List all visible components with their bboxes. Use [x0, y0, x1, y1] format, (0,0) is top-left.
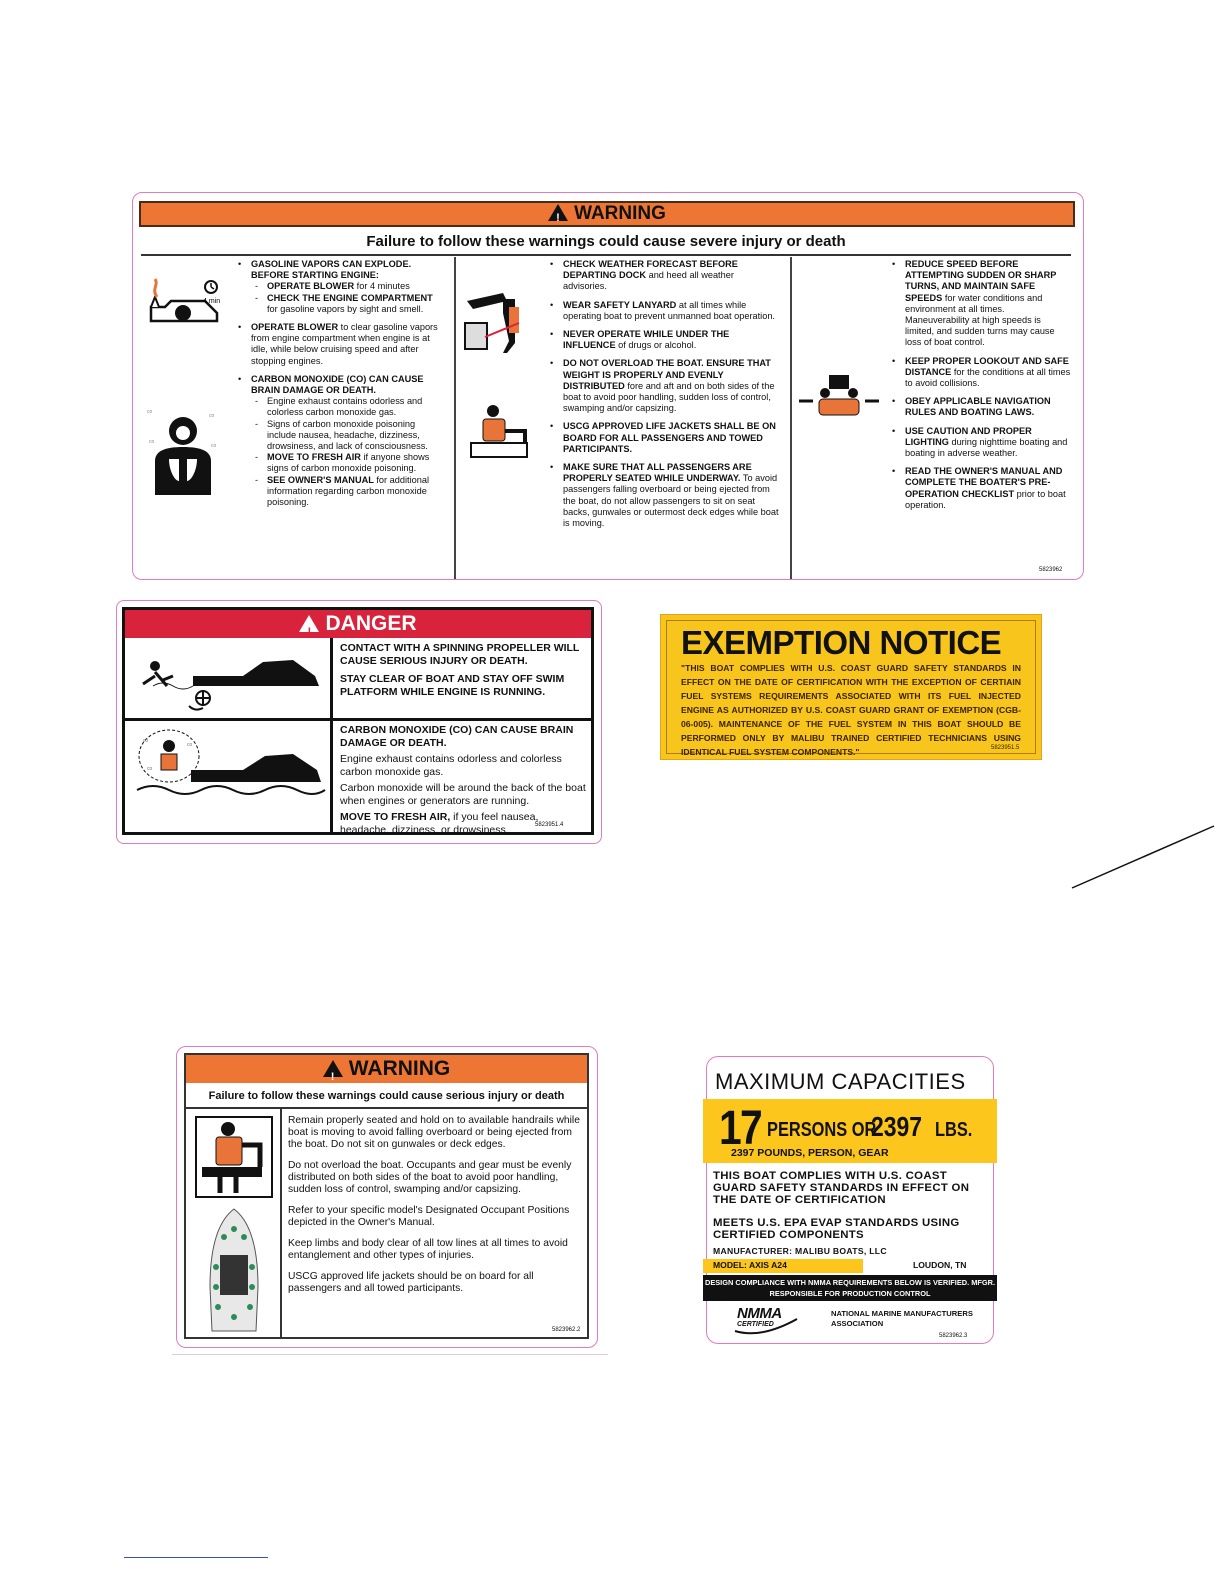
seated-life-jacket-icon — [194, 1115, 274, 1199]
exemption-title: EXEMPTION NOTICE — [681, 624, 1002, 661]
svg-text:co: co — [143, 738, 149, 744]
svg-text:co: co — [147, 409, 153, 415]
part-number: 5823951.5 — [991, 745, 1020, 751]
manufacturer-text: MANUFACTURER: MALIBU BOATS, LLC — [713, 1246, 887, 1256]
warning-column-1 — [237, 259, 445, 515]
persons-label: PERSONS OR — [767, 1119, 877, 1141]
list-item: • KEEP PROPER LOOKOUT AND SAFE DISTANCE for the conditions at all times to avoid collisions. — [905, 356, 1071, 390]
epa-compliance-text: MEETS U.S. EPA EVAP STANDARDS USING CERTIFIED COMPONENTS — [713, 1217, 960, 1241]
svg-text:co: co — [187, 742, 193, 748]
warning-subtitle: Failure to follow these warnings could cause severe injury or death — [141, 233, 1071, 256]
capacity-title: MAXIMUM CAPACITIES — [715, 1069, 966, 1094]
part-number: 5823962 — [1039, 567, 1063, 573]
certified-text: CERTIFIED — [737, 1321, 774, 1328]
danger-banner — [125, 610, 591, 638]
lanyard-driver-icon — [463, 293, 529, 355]
nmma-certified-swoosh-icon — [731, 1305, 801, 1337]
co-warning-text: CARBON MONOXIDE (CO) CAN CAUSE BRAIN DAMAGE OR DEATH. Engine exhaust contains odorless and colorless carbon monoxide gas. Carbon monoxide will be around the back of the boat when engines or generators are running. MOVE TO FRESH AIR, if you feel nausea, headache, dizziness, or drowsiness. — [340, 724, 586, 836]
footer-rule — [124, 1557, 268, 1558]
part-number: 5823951.4 — [535, 822, 564, 828]
caution-triangle-icon: ! — [323, 1060, 343, 1077]
location-text: LOUDON, TN — [913, 1260, 967, 1270]
persons-count: 17 — [719, 1102, 761, 1155]
seating-warning-frame — [184, 1053, 589, 1339]
warning-column-3 — [891, 259, 1071, 518]
part-number: 5823962.3 — [939, 1333, 968, 1339]
list-item: • CHECK WEATHER FORECAST BEFORE DEPARTING DOCK and heed all weather advisories. — [563, 259, 779, 293]
list-item: • NEVER OPERATE WHILE UNDER THE INFLUENCE of drugs or alcohol. — [563, 329, 779, 351]
danger-label — [116, 600, 602, 844]
caution-triangle-icon: ! — [548, 204, 568, 221]
list-item: • OBEY APPLICABLE NAVIGATION RULES AND BOATING LAWS. — [905, 396, 1071, 418]
warning-banner — [186, 1055, 587, 1083]
nmma-compliance-bar: DESIGN COMPLIANCE WITH NMMA REQUIREMENTS BELOW IS VERIFIED. MFGR. RESPONSIBLE FOR PRODUCTION CONTROL — [703, 1275, 997, 1301]
model-text: MODEL: AXIS A24 — [713, 1260, 787, 1270]
capacity-label — [706, 1056, 994, 1344]
main-warning-label — [132, 192, 1084, 580]
exemption-frame — [666, 620, 1036, 757]
column-divider — [454, 257, 456, 579]
list-item: • READ THE OWNER'S MANUAL AND COMPLETE THE BOATER'S PRE-OPERATION CHECKLIST prior to boat operation. — [905, 466, 1071, 511]
section-divider — [330, 638, 333, 835]
svg-text:co: co — [149, 439, 155, 445]
exemption-notice-label — [660, 614, 1042, 760]
list-item: • GASOLINE VAPORS CAN EXPLODE. BEFORE STARTING ENGINE: - OPERATE BLOWER for 4 minutes - CHECK THE ENGINE COMPARTMENT for gasoline vapors by sight and smell. — [251, 259, 445, 315]
warning-banner-text: WARNING — [348, 1057, 451, 1080]
list-item: • USE CAUTION AND PROPER LIGHTING during nighttime boating and boating in adverse weather. — [905, 426, 1071, 460]
column-divider — [790, 257, 792, 579]
blower-engine-icon — [145, 277, 223, 333]
weight-subtitle: 2397 POUNDS, PERSON, GEAR — [731, 1147, 889, 1159]
danger-banner-text: DANGER — [325, 612, 417, 635]
timer-label: 4 min — [203, 298, 221, 305]
nmma-name: NATIONAL MARINE MANUFACTURERS ASSOCIATION — [831, 1309, 973, 1328]
propeller-swimmer-icon — [133, 646, 329, 716]
exemption-body: "THIS BOAT COMPLIES WITH U.S. COAST GUARD SAFETY STANDARDS IN EFFECT ON THE DATE OF CERTIFICATION WITH THE EXCEPTION OF CERTIAIN FUEL SYSTEMS REQUIREMENTS ASSOCIATED WITH ITS FUEL INJECTED ENGINE AS AUTHORIZED BY U.S. COAST GUARD GRANT OF EXEMPTION (CGB-06-005). MAINTENANCE OF THE FUEL SYSTEM IN THIS BOAT SHOULD BE PERFORMED ONLY BY MALIBU TRAINED CERTIFIED TECHNICIANS USING IDENTICAL FUEL SYSTEM COMPONENTS." — [681, 663, 1021, 757]
caution-triangle-icon: ! — [299, 615, 319, 632]
warning-subtitle: Failure to follow these warnings could cause serious injury or death — [186, 1085, 587, 1109]
danger-frame — [122, 607, 594, 835]
nmma-logo-text: NMMA — [737, 1305, 782, 1322]
propeller-warning-text: CONTACT WITH A SPINNING PROPELLER WILL CAUSE SERIOUS INJURY OR DEATH. STAY CLEAR OF BOAT AND STAY OFF SWIM PLATFORM WHILE ENGINE IS RUNNING. — [340, 642, 580, 698]
list-item: • USCG APPROVED LIFE JACKETS SHALL BE ON BOARD FOR ALL PASSENGERS AND TOWED PARTICIPANTS. — [563, 421, 779, 455]
part-number: 5823962.2 — [552, 1327, 581, 1333]
list-item: • MAKE SURE THAT ALL PASSENGERS ARE PROPERLY SEATED WHILE UNDERWAY. To avoid passengers falling overboard or being ejected from the boat, do not allow passengers to sit on seat backs, gunwales or outermost deck edges while boat is moving. — [563, 462, 779, 529]
pounds-label: LBS. — [935, 1119, 973, 1141]
row-divider — [125, 718, 591, 721]
warning-banner — [139, 201, 1075, 227]
seating-warning-text: Remain properly seated and hold on to available handrails while boat is moving to avoid falling overboard or being ejected from the boat. Do not sit on gunwales or deck edges. Do not overload the boat. Occupants and gear must be evenly distributed on both sides of the boat to avoid poor handling, sudden loss of control, swamping and/or capsizing. Refer to your specific model's Designated Occupant Positions depicted in the Owner's Manual. Keep limbs and body clear of all tow lines at all times to avoid entanglement and other types of injuries. USCG approved life jackets should be on board for all passengers and all towed participants. — [288, 1115, 580, 1294]
boat-exhaust-person-icon — [133, 726, 329, 806]
capacity-highlight — [703, 1099, 997, 1163]
occupant-positions-diagram — [206, 1207, 262, 1335]
warning-banner-text: WARNING — [574, 203, 666, 224]
warning-column-2 — [549, 259, 779, 536]
boat-lookout-icon — [797, 371, 881, 419]
pounds-value: 2397 — [871, 1111, 923, 1142]
list-item: • WEAR SAFETY LANYARD at all times while operating boat to prevent unmanned boat operation. — [563, 300, 779, 322]
list-item: • OPERATE BLOWER to clear gasoline vapors from engine compartment when engine is at idle, while below cruising speed and after stopping engines. — [251, 322, 445, 367]
life-jacket-passenger-icon — [469, 403, 529, 459]
diagonal-line — [1068, 824, 1218, 894]
svg-text:co: co — [147, 766, 153, 772]
svg-text:co: co — [211, 443, 217, 449]
uscg-compliance-text: THIS BOAT COMPLIES WITH U.S. COAST GUARD SAFETY STANDARDS IN EFFECT ON THE DATE OF CERTIFICATION — [713, 1170, 970, 1206]
seating-warning-label — [176, 1046, 598, 1348]
list-item: • DO NOT OVERLOAD THE BOAT. ENSURE THAT WEIGHT IS PROPERLY AND EVENLY DISTRIBUTED fore and aft and on both sides of the boat to avoid poor handling, sudden loss of control, swamping and/or capsizing. — [563, 358, 779, 414]
list-item: • CARBON MONOXIDE (CO) CAN CAUSE BRAIN DAMAGE OR DEATH. - Engine exhaust contains odorless and colorless carbon monoxide gas. - Signs of carbon monoxide poisoning include nausea, headache, dizziness, drowsiness, and lack of consciousness. - MOVE TO FRESH AIR if anyone shows signs of carbon monoxide poisoning. - SEE OWNER'S MANUAL for additional information regarding carbon monoxide poisoning. — [251, 374, 445, 508]
column-divider — [280, 1109, 282, 1337]
list-item: • REDUCE SPEED BEFORE ATTEMPTING SUDDEN OR SHARP TURNS, AND MAINTAIN SAFE SPEEDS for water conditions and environment at all times. Maneuverability at high speeds is limited, and sudden turns may cause loss of boat control. — [905, 259, 1071, 349]
label-underline — [172, 1354, 608, 1355]
carbon-monoxide-person-icon — [145, 407, 223, 495]
svg-text:co: co — [209, 413, 215, 419]
